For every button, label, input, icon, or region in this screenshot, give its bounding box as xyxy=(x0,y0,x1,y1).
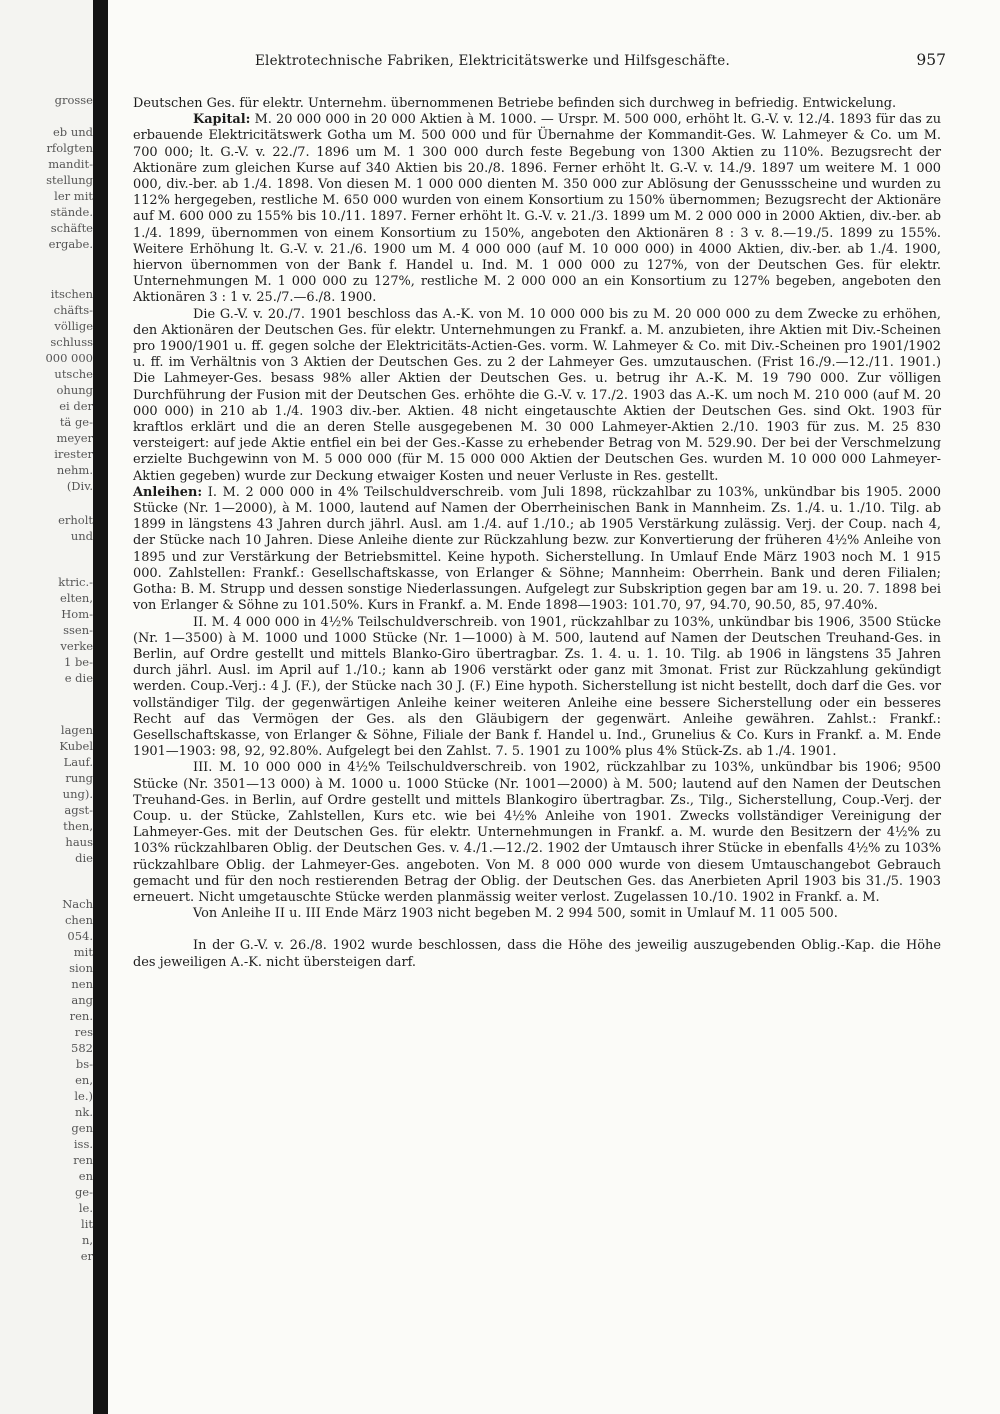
margin-fragment: mit xyxy=(73,945,93,959)
section-lead: Anleihen: xyxy=(133,484,203,500)
margin-fragment: chäfts- xyxy=(53,303,93,317)
margin-fragment: agst- xyxy=(64,803,93,817)
page-number: 957 xyxy=(916,51,946,69)
paragraph xyxy=(133,760,941,906)
paragraph-text: I. M. 2 000 000 in 4% Teilschuldverschreib. vom Juli 1898, rückzahlbar zu 103%, unkündbar bis 1905. 2000 Stücke (Nr. 1—2000), à M. 1000, lautend auf Namen der Oberrheinischen Bank in Mannheim. Zs. 1./4. u. 1./10. Tilg. ab 1899 in längstens 43 Jahren durch jährl. Ausl. am 1./4. auf 1./10.; ab 1905 Verstärkung zulässig. Verj. der Coup. nach 4, der Stücke nach 10 Jahren. Diese Anleihe diente zur Rückzahlung bezw. zur Konvertierung der früheren 4½% Anleihe von 1895 und zur Verstärkung der Betriebsmittel. Keine hypoth. Sicherstellung. In Umlauf Ende März 1903 noch M. 1 915 000. Zahlstellen: Frankf.: Gesellschaftskasse, von Erlanger & Söhne; Mannheim: Oberrhein. Bank und deren Filialen; Gotha: B. M. Strupp und dessen sonstige Niederlassungen. Aufgelegt zur Subskription gegen bar am 19. u. 20. 7. 1898 bei von Erlanger & Söhne zu 101.50%. Kurs in Frankf. a. M. Ende 1898—1903: 101.70, 97, 94.70, 90.50, 85, 97.40%. xyxy=(133,484,941,614)
margin-fragment: ren xyxy=(73,1153,93,1167)
paragraph-gap xyxy=(133,922,941,938)
margin-fragment: ktric.- xyxy=(58,575,93,589)
paragraph-text: Die G.-V. v. 20./7. 1901 beschloss das A.-K. von M. 10 000 000 bis zu M. 20 000 000 zu dem Zwecke zu erhöhen, den Aktionären der Deutschen Ges. für elektr. Unternehmungen zu Frankf. a. M. anzubieten, ihre Aktien mit Div.-Scheinen pro 1900/1901 u. ff. gegen solche der Elektricitäts-Actien-Ges. vorm. W. Lahmeyer & Co. mit Div.-Scheinen pro 1901/1902 u. ff. im Verhältnis von 3 Aktien der Deutschen Ges. zu 2 der Lahmeyer Ges. umzutauschen. (Frist 16./9.—12./11. 1901.) Die Lahmeyer-Ges. besass 98% aller Aktien der Deutschen Ges. u. betrug ihr A.-K. M. 19 790 000. Zur völligen Durchführung der Fusion mit der Deutschen Ges. erhöhte die G.-V. v. 17./2. 1903 das A.-K. um noch M. 210 000 (auf M. 20 000 000) in 210 ab 1./4. 1903 div.-ber. Aktien. 48 nicht eingetauschte Aktien der Deutschen Ges. sind Okt. 1903 für kraftlos erklärt und die an deren Stelle ausgegebenen M. 30 000 Lahmeyer-Aktien 2./10. 1903 für zus. M. 25 830 versteigert: auf jede Aktie entfiel ein bei der Ges.-Kasse zu erhebender Betrag von M. 529.90. Der bei der Verschmelzung erzielte Buchgewinn von M. 5 000 000 (für M. 15 000 000 Aktien der Deutschen Ges. wurden M. 10 000 000 Lahmeyer-Aktien gegeben) wurde zur Deckung etwaiger Kosten und neuer Verluste in Res. gestellt. xyxy=(133,306,941,484)
paragraph xyxy=(133,906,941,922)
margin-fragment: n, xyxy=(81,1233,93,1247)
margin-fragment: 000 000 xyxy=(45,351,93,365)
paragraph xyxy=(133,615,941,761)
paragraph-text: III. M. 10 000 000 in 4½% Teilschuldverschreib. von 1902, rückzahlbar zu 103%, unkündbar bis 1906; 9500 Stücke (Nr. 3501—13 000) à M. 1000 u. 1000 Stücke (Nr. 1001—2000) à M. 500; lautend auf den Namen der Deutschen Treuhand-Ges. in Berlin, auf Ordre gestellt und mittels Blankogiro übertragbar. Zs., Tilg., Sicherstellung, Coup.-Verj. der Coup. u. der Stücke, Zahlstellen, Kurs etc. wie bei 4½% Anleihe von 1901. Zwecks vollständiger Vereinigung der Lahmeyer-Ges. mit der Deutschen Ges. für elektr. Unternehmungen in Frankf. a. M. wurde den Besitzern der 4½% zu 103% rückzahlbaren Oblig. der Deutschen Ges. v. 4./1.—12./2. 1902 der Umtausch ihrer Stücke in ebenfalls 4½% zu 103% rückzahlbare Oblig. der Lahmeyer-Ges. angeboten. Von M. 8 000 000 wurde von diesem Umtauschangebot Gebrauch gemacht und für den noch restierenden Betrag der Oblig. der Deutschen Ges. das Anerbieten April 1903 bis 31./5. 1903 erneuert. Nicht umgetauschte Stücke werden planmässig weiter verlost. Zugelassen 10./10. 1902 in Frankf. a. M. xyxy=(133,760,941,905)
margin-fragment: völlige xyxy=(54,319,93,333)
paragraph-text: II. M. 4 000 000 in 4½% Teilschuldverschreib. von 1901, rückzahlbar zu 103%, unkündbar bis 1906, 3500 Stücke (Nr. 1—3500) à M. 1000 und 1000 Stücke (Nr. 1—1000) à M. 500, lautend auf Namen der Deutschen Treuhand-Ges. in Berlin, auf Ordre gestellt und mittels Blanko-Giro übertragbar. Zs. 1. 4. u. 1. 10. Tilg. ab 1906 in längstens 35 Jahren durch jährl. Ausl. im April auf 1./10.; kann ab 1906 verstärkt oder ganz mit 3monat. Frist zur Rückzahlung gekündigt werden. Coup.-Verj.: 4 J. (F.), der Stücke nach 30 J. (F.) Eine hypoth. Sicherstellung ist nicht bestellt, doch darf die Ges. vor vollständiger Tilg. der gegenwärtigen Anleihe keiner weiteren Anleihe eine bessere Sicherstellung oder ein besseres Recht auf das Vermögen der Ges. als den Gläubigern der gegenwärt. Anleihe gewähren. Zahlst.: Frankf.: Gesellschaftskasse, von Erlanger & Söhne, Filiale der Bank f. Handel u. Ind., Grunelius & Co. Kurs in Frankf. a. M. Ende 1901—1903: 98, 92, 92.80%. Aufgelegt bei den Zahlst. 7. 5. 1901 zu 100% plus 4% Stück-Zs. ab 1./4. 1901. xyxy=(133,614,941,760)
margin-fragment: schäfte xyxy=(50,221,93,235)
margin-fragment: le.) xyxy=(74,1089,93,1103)
margin-fragment: die xyxy=(75,851,93,865)
margin-fragment: rfolgten xyxy=(46,141,93,155)
margin-fragment: 582 xyxy=(71,1041,93,1055)
margin-fragment: nk. xyxy=(74,1105,93,1119)
margin-fragment: grosse xyxy=(54,93,93,107)
paragraph xyxy=(133,112,941,306)
margin-fragment: erholt xyxy=(58,513,93,527)
page-body xyxy=(133,96,941,971)
margin-fragment: 054. xyxy=(67,929,93,943)
margin-fragment: rung xyxy=(65,771,93,785)
margin-fragment: mandit- xyxy=(48,157,93,171)
paragraph-text: M. 20 000 000 in 20 000 Aktien à M. 1000. — Urspr. M. 500 000, erhöht lt. G.-V. v. 12./4. 1893 für das zu erbauende Elektricitätswerk Gotha um M. 500 000 und für Übernahme der Kommandit-Ges. W. Lahmeyer & Co. um M. 700 000; lt. G.-V. v. 22./7. 1896 um M. 1 300 000 durch feste Begebung von 1300 Aktien zu 110%. Bezugsrecht der Aktionäre zum gleichen Kurse auf 340 Aktien bis 20./8. 1896. Ferner erhöht lt. G.-V. v. 14./9. 1897 um weitere M. 1 000 000, div.-ber. ab 1./4. 1898. Von diesen M. 1 000 000 dienten M. 350 000 zur Ablösung der Genussscheine und wurden zu 112% hergegeben, restliche M. 650 000 wurden von einem Konsortium zu 150% übernommen; Bezugsrecht der Aktionäre auf M. 600 000 zu 155% bis 10./11. 1897. Ferner erhöht lt. G.-V. v. 21./3. 1899 um M. 2 000 000 in 2000 Aktien, div.-ber. ab 1./4. 1899, übernommen von einem Konsortium zu 150%, angeboten den Aktionären 8 : 3 v. 8.—19./5. 1899 zu 155%. Weitere Erhöhung lt. G.-V. v. 21./6. 1900 um M. 4 000 000 (auf M. 10 000 000) in 4000 Aktien, div.-ber. ab 1./4. 1900, hiervon übernommen von der Bank f. Handel u. Ind. M. 1 000 000 zu 127%, von der Deutschen Ges. für elektr. Unternehmungen M. 1 000 000 zu 127%, restliche M. 2 000 000 an ein Konsortium zu 127% begeben, angeboten den Aktionären 3 : 1 v. 25./7.—6./8. 1900. xyxy=(133,112,941,306)
margin-fragment: irester xyxy=(54,447,93,461)
margin-fragment: le. xyxy=(78,1201,93,1215)
margin-fragment: ren. xyxy=(69,1009,93,1023)
margin-fragment: schluss xyxy=(50,335,93,349)
margin-fragment: iss. xyxy=(73,1137,93,1151)
margin-fragment: stände. xyxy=(50,205,93,219)
margin-fragment: stellung xyxy=(46,173,93,187)
paragraph xyxy=(133,485,941,615)
margin-fragment: chen xyxy=(64,913,93,927)
margin-fragment: ssen- xyxy=(63,623,93,637)
margin-fragment: elten, xyxy=(60,591,93,605)
paragraph-text: In der G.-V. v. 26./8. 1902 wurde beschlossen, dass die Höhe des jeweilig auszugebenden Oblig.-Kap. die Höhe des jeweiligen A.-K. nicht übersteigen darf. xyxy=(133,938,941,970)
margin-fragment: bs- xyxy=(75,1057,93,1071)
margin-fragment: ohung xyxy=(56,383,93,397)
margin-fragment: Lauf. xyxy=(63,755,93,769)
margin-fragment: haus xyxy=(65,835,93,849)
paragraph xyxy=(133,96,941,112)
margin-fragment: 1 be- xyxy=(63,655,93,669)
margin-fragment: meyer xyxy=(56,431,93,445)
margin-fragment: utsche xyxy=(54,367,93,381)
paragraph-text: Von Anleihe II u. III Ende März 1903 nicht begeben M. 2 994 500, somit in Umlauf M. 11 005 500. xyxy=(193,906,838,922)
margin-fragment: Hom- xyxy=(61,607,93,621)
paragraph xyxy=(133,307,941,485)
paragraph-text: Deutschen Ges. für elektr. Unternehm. übernommenen Betriebe befinden sich durchweg in befriedig. Entwickelung. xyxy=(133,96,897,111)
margin-fragment: Kubel xyxy=(59,739,93,753)
margin-fragment: e die xyxy=(64,671,93,685)
margin-fragment: then, xyxy=(63,819,93,833)
margin-fragment: en, xyxy=(75,1073,93,1087)
margin-fragment: gen xyxy=(71,1121,93,1135)
margin-fragment: und xyxy=(70,529,93,543)
margin-fragment: ei der xyxy=(59,399,93,413)
margin-fragment: ung). xyxy=(62,787,93,801)
margin-fragment: nen xyxy=(71,977,93,991)
section-lead: Kapital: xyxy=(193,112,251,128)
margin-fragment: ler mit xyxy=(54,189,93,203)
margin-fragment: itschen xyxy=(50,287,93,301)
margin-fragment: sion xyxy=(69,961,93,975)
margin-fragment: eb und xyxy=(53,125,93,139)
margin-fragment: (Div. xyxy=(66,479,93,493)
margin-fragment: nehm. xyxy=(56,463,93,477)
margin-fragment: Nach xyxy=(62,897,93,911)
margin-fragment: en xyxy=(78,1169,93,1183)
margin-fragment: ge- xyxy=(74,1185,93,1199)
running-header: Elektrotechnische Fabriken, Elektricitätswerke und Hilfsgeschäfte. xyxy=(255,53,730,69)
left-page-margin xyxy=(0,0,93,1414)
book-binding-shadow xyxy=(93,0,108,1414)
margin-fragment: lit xyxy=(81,1217,93,1231)
margin-fragment: er xyxy=(80,1249,93,1263)
margin-fragment: verke xyxy=(60,639,93,653)
margin-fragment: res xyxy=(74,1025,93,1039)
margin-fragment: ergabe. xyxy=(48,237,93,251)
margin-fragment: lagen xyxy=(60,723,93,737)
margin-fragment: tä ge- xyxy=(59,415,93,429)
margin-fragment: ang xyxy=(71,993,93,1007)
paragraph xyxy=(133,938,941,970)
